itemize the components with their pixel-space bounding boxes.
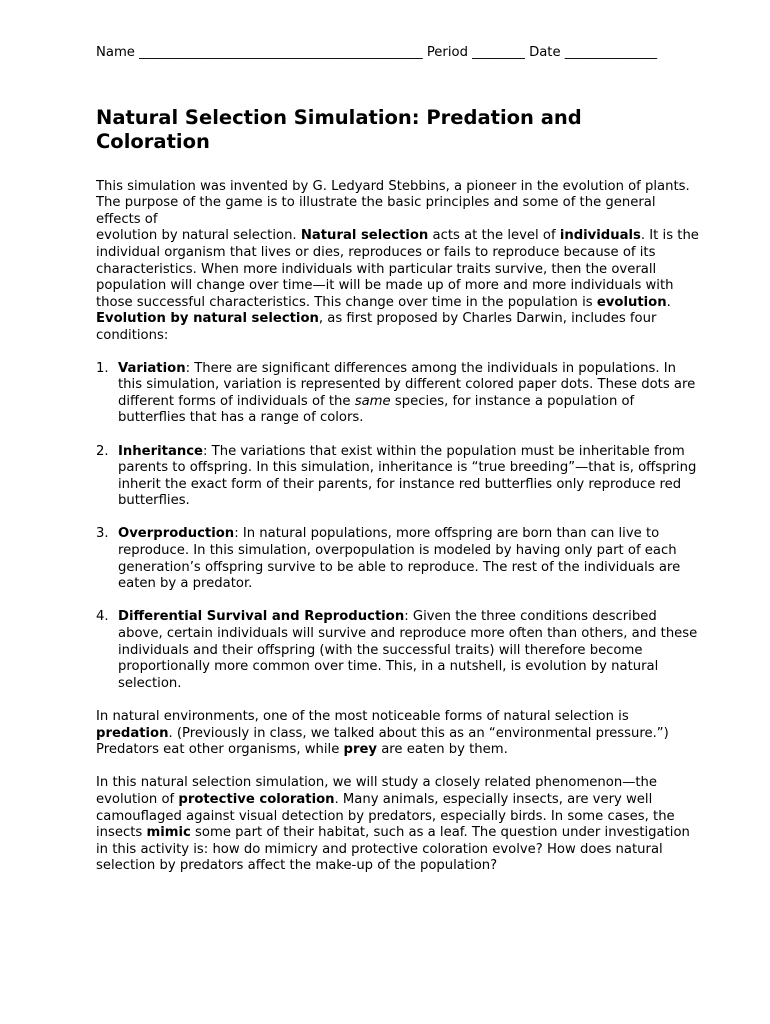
conditions-list [96,361,700,693]
simulation-text: some part of their habitat, such as a leaf. The question under investigation in this activity is: how do mimicry and protective coloration evolve? How does natural selection by predators affect the make-up of the population? [96,825,690,874]
predation-text: are eaten by them. [377,742,508,758]
name-period-date-line: Name ___________________________________________ Period ________ Date ______________ [96,45,658,60]
condition-text: species, for instance a population of butterflies that has a range of colors. [118,393,635,426]
condition-number: 1. [96,360,109,376]
intro-text: This simulation was invented by G. Ledyard Stebbins, a pioneer in the evolution of plants. The purpose of the game is to illustrate the basic principles and some of the general effects of [96,178,690,227]
condition-item [96,526,700,592]
term-natural-selection: Natural selection [300,228,429,244]
condition-number: 2. [96,443,109,459]
condition-text: : Given the three conditions described above, certain individuals will survive and reproduce more often than others, and these individuals and their offspring (with the successful traits) will therefore become proportionally more common over time. This, in a nutshell, is evolution by natural selection. [118,609,698,691]
intro-text: evolution by natural selection. [96,228,301,244]
simulation-paragraph [96,775,700,875]
predation-text: In natural environments, one of the most noticeable forms of natural selection is [96,709,629,724]
condition-term: Inheritance [118,443,204,459]
condition-item [96,609,700,692]
term-individuals: individuals [559,228,641,244]
term-mimic: mimic [146,825,191,841]
intro-text: . It is the individual organism that lives or dies, reproduces or fails to reproduce because of its characteristics. When more individuals with particular traits survive, then the overall population will change over time—it will be made up of more and more individuals with those successful characteristics. This change over time in the population is [96,228,699,310]
condition-term: Overproduction [118,526,235,542]
simulation-text: In this natural selection simulation, we will study a closely related phenomenon—the evolution of [96,775,658,807]
term-prey: prey [343,742,377,758]
term-protective-coloration: protective coloration [178,791,335,807]
document-page [96,45,700,875]
condition-term: Differential Survival and Reproduction [118,609,405,625]
condition-text: : The variations that exist within the population must be inheritable from parents to offspring. In this simulation, inheritance is “true breeding”—that is, offspring inherit the exact form of their parents, for instance red butterflies only reproduce red butterflies. [118,443,697,509]
condition-emphasis: same [354,393,391,409]
condition-item [96,361,700,427]
condition-text: : There are significant differences among the individuals in populations. In this simulation, variation is represented by different colored paper dots. These dots are different forms of individuals of the [118,360,696,409]
predation-paragraph [96,709,700,759]
condition-number: 3. [96,526,109,542]
condition-term: Variation [118,360,186,376]
condition-text: : In natural populations, more offspring are born than can live to reproduce. In this simulation, overpopulation is modeled by having only part of each generation’s offspring survive to be able to reproduce. The rest of the individuals are eaten by a predator. [118,526,681,592]
term-predation: predation [96,725,169,741]
condition-item [96,444,700,510]
intro-paragraph-1 [96,179,700,345]
simulation-text: . Many animals, especially insects, are very well camouflaged against visual detection by predators, especially birds. In some cases, the insects [96,791,675,841]
predation-text: . (Previously in class, we talked about this as an “environmental pressure.”) Predators eat other organisms, while [96,725,669,758]
intro-text: acts at the level of [428,228,560,244]
condition-number: 4. [96,609,109,625]
intro-text: . [666,294,671,310]
term-evolution-by-natural-selection: Evolution by natural selection [96,311,319,327]
document-title: Natural Selection Simulation: Predation and Coloration [96,105,582,154]
term-evolution: evolution [596,294,667,310]
intro-text: , as first proposed by Charles Darwin, includes four conditions: [96,311,657,343]
